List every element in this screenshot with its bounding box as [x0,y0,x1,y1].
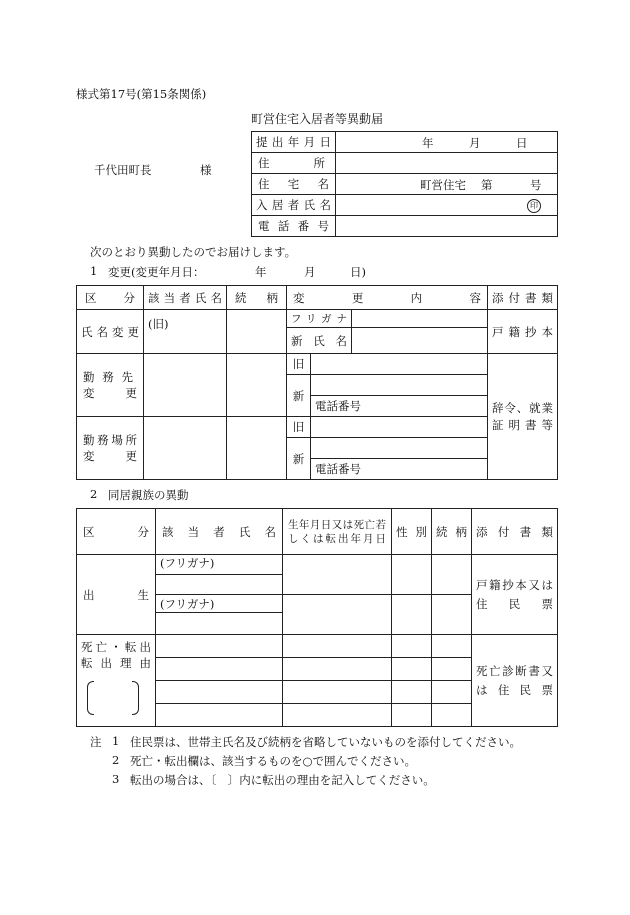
submit-date-field[interactable] [336,132,558,153]
name-change-person[interactable] [144,310,227,354]
death-date-2[interactable] [283,658,392,681]
house-name-label: 住宅名 [252,174,336,195]
submit-day-label: 日 [516,136,528,150]
furigana-field[interactable] [352,310,488,328]
notes-label: 注 [90,735,102,749]
attach-koseki: 戸籍抄本 [488,310,558,354]
workplace-phone-field[interactable] [311,459,488,480]
address-field[interactable] [336,153,558,174]
note-2: 死亡・転出欄は、該当するものを○で囲んでください。 [130,754,417,768]
col2-relation: 続柄 [432,509,472,555]
move-reason-bracket[interactable] [87,681,139,713]
workplace-phone-label: 電話番号 [315,462,361,476]
death-relation-2[interactable] [432,658,472,681]
section1-year: 年 [255,265,267,279]
birth-sex-1[interactable] [392,555,432,595]
birth-name-1[interactable] [156,575,283,595]
col-person: 該当者氏名 [144,286,227,310]
col2-attach: 添付書類 [472,509,558,555]
birth-furigana-2[interactable]: (フリガナ) [156,595,283,613]
col-attach: 添付書類 [488,286,558,310]
note-3: 転出の場合は、〔 〕内に転出の理由を記入してください。 [130,773,435,787]
intro-text: 次のとおり異動したのでお届けします。 [90,245,297,259]
attach-birth: 戸籍抄本又は住民票 [472,555,558,635]
work-change-relation[interactable] [227,354,287,417]
birth-date-1[interactable] [283,555,392,595]
phone-field[interactable] [336,216,558,237]
death-sex-2[interactable] [392,658,432,681]
work-shin-label: 新 [287,375,311,417]
birth-relation-2[interactable] [432,595,472,635]
workplace-new-field[interactable] [311,438,488,459]
furigana-label: フリガナ [287,310,352,328]
note-3-num: 3 [112,772,120,786]
address-label: 住所 [252,153,336,174]
death-sex-4[interactable] [392,704,432,727]
birth-label: 出生 [77,555,156,635]
col2-date: 生年月日又は死亡若しくは転出年月日 [283,509,392,555]
section2-heading: 同居親族の異動 [108,488,189,502]
death-relation-4[interactable] [432,704,472,727]
work-new-field[interactable] [311,375,488,396]
house-dai: 第 [481,178,493,192]
work-phone-label: 電話番号 [315,399,361,413]
note-1-num: 1 [112,734,120,748]
section1-day: 日) [350,265,366,279]
work-old-field[interactable] [311,354,488,375]
house-go: 号 [530,178,542,192]
submit-month-label: 月 [469,136,481,150]
name-change-label: 氏名変更 [77,310,144,354]
resident-name-field[interactable] [336,195,558,216]
phone-label: 電話番号 [252,216,336,237]
work-phone-field[interactable] [311,396,488,417]
workplace-old-field[interactable] [311,417,488,438]
section1-num: 1 [90,264,98,278]
col-kubun: 区分 [77,286,144,310]
attach-work: 辞令、就業証明書等 [488,354,558,480]
death-name-1[interactable] [156,635,283,658]
workplace-change-relation[interactable] [227,417,287,480]
birth-furigana-1[interactable]: (フリガナ) [156,555,283,575]
old-label: (旧) [148,317,169,331]
house-name-field[interactable] [336,174,558,195]
seal-icon: 印 [527,199,541,213]
death-date-3[interactable] [283,681,392,704]
death-label: 死亡・転出 転出理由 [77,635,156,727]
birth-name-2[interactable] [156,613,283,635]
birth-relation-1[interactable] [432,555,472,595]
death-relation-1[interactable] [432,635,472,658]
birth-date-2[interactable] [283,595,392,635]
death-name-2[interactable] [156,658,283,681]
addressee-name: 千代田町長 [94,163,152,177]
death-date-4[interactable] [283,704,392,727]
col2-sex: 性別 [392,509,432,555]
applicant-table [251,131,558,237]
new-name-field[interactable] [352,328,488,354]
attach-death: 死亡診断書又は住民票 [472,635,558,727]
resident-name-label: 入居者氏名 [252,195,336,216]
col2-kubun: 区分 [77,509,156,555]
death-sex-3[interactable] [392,681,432,704]
death-name-4[interactable] [156,704,283,727]
section1-heading: 変更(変更年月日： [108,265,205,279]
family-table [76,508,558,727]
workplace-change-label: 勤務場所 変更 [77,417,144,480]
work-change-label: 勤務先 変更 [77,354,144,417]
death-date-1[interactable] [283,635,392,658]
submit-year-label: 年 [422,136,434,150]
new-name-label: 新氏名 [287,328,352,354]
work-kyu-label: 旧 [287,354,311,375]
section1-month: 月 [304,265,316,279]
workplace-shin-label: 新 [287,438,311,480]
house-prefix: 町営住宅 [420,178,466,192]
birth-sex-2[interactable] [392,595,432,635]
work-change-person[interactable] [144,354,227,417]
col-relation: 続柄 [227,286,287,310]
form-number: 様式第17号(第15条関係) [76,87,207,101]
note-1: 住民票は、世帯主氏名及び続柄を省略していないものを添付してください。 [130,735,521,749]
col-change: 変更内容 [287,286,488,310]
form-title: 町営住宅入居者等異動届 [251,112,384,126]
col2-person: 該当者氏名 [156,509,283,555]
note-2-num: 2 [112,753,120,767]
section2-num: 2 [90,487,98,501]
death-sex-1[interactable] [392,635,432,658]
change-table [76,285,558,480]
death-relation-3[interactable] [432,681,472,704]
addressee-honorific: 様 [200,163,212,177]
workplace-change-person[interactable] [144,417,227,480]
death-name-3[interactable] [156,681,283,704]
name-change-relation[interactable] [227,310,287,354]
workplace-kyu-label: 旧 [287,417,311,438]
submit-date-label: 提出年月日 [252,132,336,153]
